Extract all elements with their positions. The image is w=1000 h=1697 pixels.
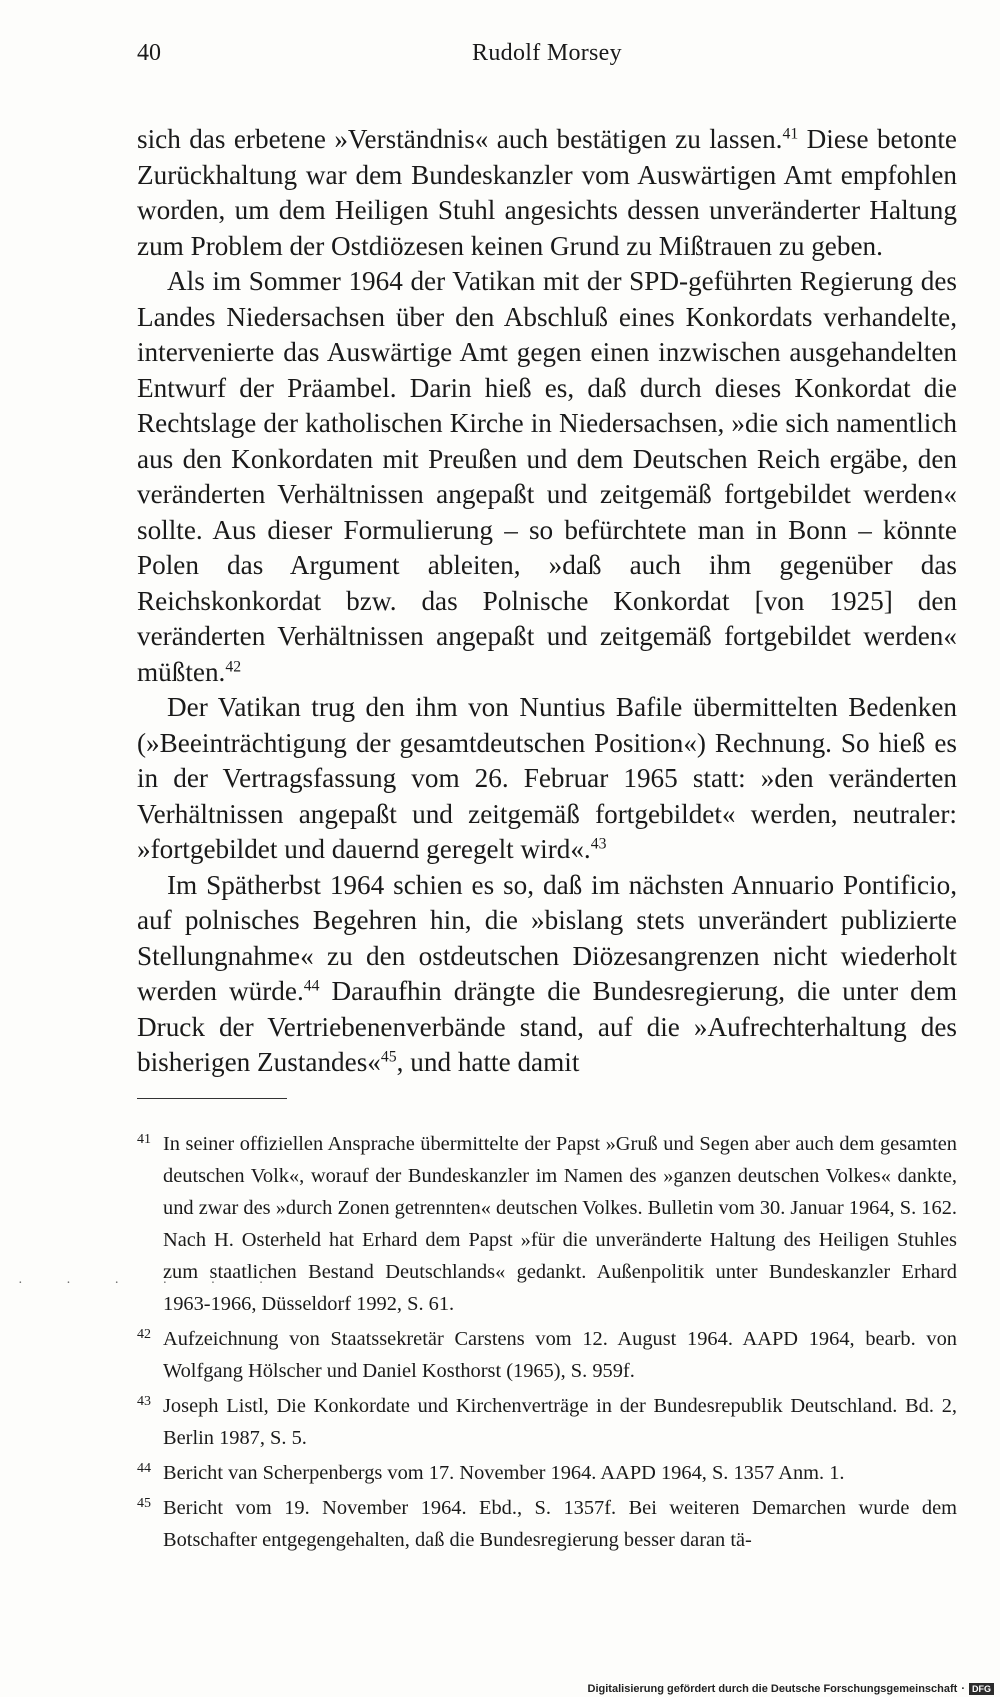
paragraph <box>137 868 957 1081</box>
text-segment: , und hatte damit <box>396 1047 580 1077</box>
text-segment: Als im Sommer 1964 der Vatikan mit der SPD-geführten Regierung des Landes Niedersachsen über den Abschluß eines Konkordats verhandelte, intervenierte das Auswärtige Amt gegen einen inzwischen ausgehandelten Entwurf der Präambel. Darin hieß es, daß durch dieses Konkordat die Rechtslage der katholischen Kirche in Niedersachsen, »die sich namentlich aus den Konkordaten mit Preußen und dem Deutschen Reich ergäbe, den veränderten Verhältnissen angepaßt und zeitgemäß fortgebildet werden« sollte. Aus dieser Formulierung – so befürchtete man in Bonn – könnte Polen das Argument ableiten, »daß auch ihm gegenüber das Reichskonkordat bzw. das Polnische Konkordat [von 1925] den veränderten Verhältnissen angepaßt und zeitgemäß fortgebildet werden« müßten. <box>137 266 957 687</box>
footnote-number: 44 <box>137 1461 151 1476</box>
footnote-ref[interactable]: 41 <box>782 125 799 143</box>
footnote-number: 45 <box>137 1496 151 1511</box>
footnote-text: In seiner offiziellen Ansprache übermittelte der Papst »Gruß und Segen aber auch dem gesamten deutschen Volk«, worauf der Bundeskanzler im Namen des »ganzen deutschen Volkes« dankte, und zwar des »durch Zonen getrennten« deutschen Volkes. Bulletin vom 30. Januar 1964, S. 162. Nach H. Osterheld hat Erhard dem Papst »für die unveränderte Haltung des Heiligen Stuhles zum staatlichen Bestand Deutschlands« gedankt. Außenpolitik unter Bundeskanzler Erhard 1963-1966, Düsseldorf 1992, S. 61. <box>163 1133 957 1315</box>
paragraph <box>137 122 957 264</box>
text-segment: Der Vatikan trug den ihm von Nuntius Bafile übermittelten Bedenken (»Beeinträchtigung der gesamtdeutschen Position«) Rechnung. So hieß es in der Vertragsfassung vom 26. Februar 1965 statt: »den veränderten Verhältnissen angepaßt und zeitgemäß fortgebildet« werden, neutraler: »fortgebildet und dauernd geregelt wird«. <box>137 692 957 864</box>
margin-scan-dots: · · · · · · <box>18 1276 284 1291</box>
footnote-text: Bericht vom 19. November 1964. Ebd., S. 1357f. Bei weiteren Demarchen wurde dem Botschafter entgegengehalten, daß die Bundesregierung besser daran tä- <box>163 1497 957 1551</box>
footnote-number: 41 <box>137 1132 151 1147</box>
footnote-ref[interactable]: 43 <box>590 835 607 853</box>
footnotes <box>137 1128 957 1559</box>
text-segment: Diese betonte Zurückhaltung war dem Bundeskanzler vom Auswärtigen Amt empfohlen worden, um dem Heiligen Stuhl angesichts dessen unveränderter Haltung zum Problem der Ostdiözesen keinen Grund zu Mißtrauen zu geben. <box>137 124 957 261</box>
text-segment: Daraufhin drängte die Bundesregierung, die unter dem Druck der Vertriebenenverbände stand, auf die »Aufrechterhaltung des bisherigen Zustandes« <box>137 976 957 1077</box>
separator: · <box>961 1683 965 1695</box>
footnote-text: Aufzeichnung von Staatssekretär Carstens vom 12. August 1964. AAPD 1964, bearb. von Wolfgang Hölscher und Daniel Kosthorst (1965), S. 959f. <box>163 1328 957 1382</box>
paragraph <box>137 690 957 868</box>
footnote-divider <box>137 1098 287 1099</box>
footnote <box>137 1390 957 1454</box>
footnote <box>137 1492 957 1556</box>
paragraph <box>137 264 957 690</box>
footnote-number: 42 <box>137 1327 151 1342</box>
text-segment: Im Spätherbst 1964 schien es so, daß im nächsten Annuario Pontificio, auf polnisches Begehren hin, die »bislang stets unverändert publizierte Stellungnahme« zu den ostdeutschen Diözesangrenzen nicht wiederholt werden würde. <box>137 869 957 1006</box>
text-segment: sich das erbetene »Verständnis« auch bestätigen zu lassen. <box>137 124 783 154</box>
footnote-ref[interactable]: 42 <box>225 658 242 676</box>
footnote <box>137 1323 957 1387</box>
footnote-number: 43 <box>137 1394 151 1409</box>
digitization-credit <box>588 1683 994 1695</box>
footnote-text: Bericht van Scherpenbergs vom 17. November 1964. AAPD 1964, S. 1357 Anm. 1. <box>163 1462 845 1484</box>
credit-text: Digitalisierung gefördert durch die Deutsche Forschungsgemeinschaft <box>587 1683 958 1695</box>
footnote-ref[interactable]: 45 <box>380 1048 397 1066</box>
body-text <box>137 122 957 1081</box>
dfg-logo-icon: DFG <box>969 1683 994 1695</box>
footnote-text: Joseph Listl, Die Konkordate und Kirchenverträge in der Bundesrepublik Deutschland. Bd. 2, Berlin 1987, S. 5. <box>163 1395 957 1449</box>
page-header <box>137 40 957 76</box>
footnote-ref[interactable]: 44 <box>303 977 320 995</box>
running-head: Rudolf Morsey <box>472 40 622 66</box>
page-number: 40 <box>137 40 161 66</box>
footnote <box>137 1457 957 1489</box>
